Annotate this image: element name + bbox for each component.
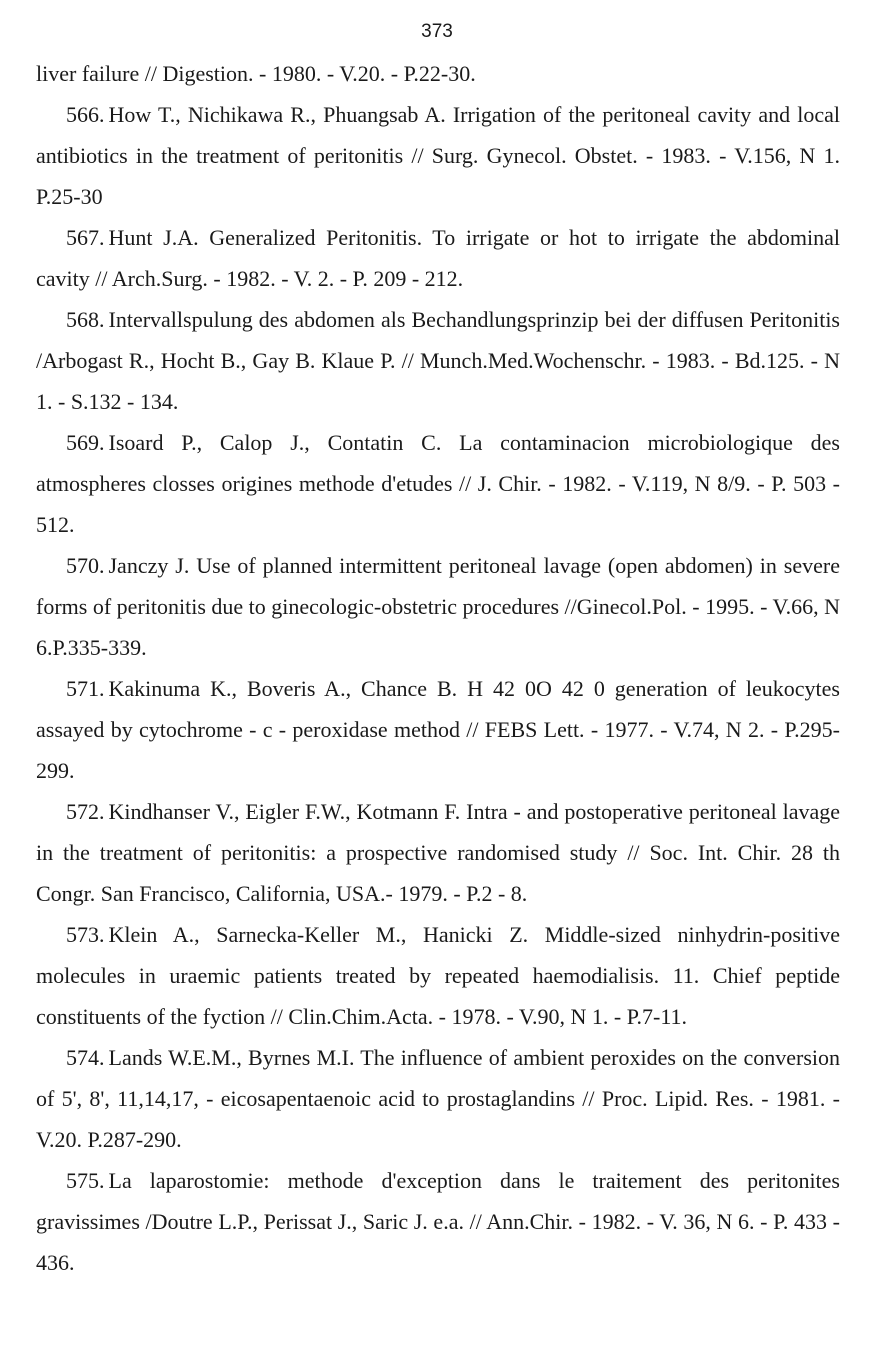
reference-text: Kakinuma K., Boveris A., Chance B. H 42 0O 42 0 generation of leukocytes assayed by cytochrome - c - peroxidase method // FEBS Lett. - 1977. - V.74, N 2. - P.295-299. (36, 676, 840, 783)
reference-text: Hunt J.A. Generalized Peritonitis. To irrigate or hot to irrigate the abdominal cavity // Arch.Surg. - 1982. - V. 2. - P. 209 - 212. (36, 225, 840, 291)
reference-entry (36, 791, 840, 914)
reference-text: Janczy J. Use of planned intermittent peritoneal lavage (open abdomen) in severe forms of peritonitis due to ginecologic-obstetric procedures //Ginecol.Pol. - 1995. - V.66, N 6.P.335-339. (36, 553, 840, 660)
reference-text: How T., Nichikawa R., Phuangsab A. Irrigation of the peritoneal cavity and local antibiotics in the treatment of peritonitis // Surg. Gynecol. Obstet. - 1983. - V.156, N 1. P.25-30 (36, 102, 840, 209)
reference-number: 574. (66, 1045, 105, 1070)
reference-entry (36, 299, 840, 422)
reference-text: Klein A., Sarnecka-Keller M., Hanicki Z. Middle-sized ninhydrin-positive molecules in uraemic patients treated by repeated haemodialisis. 11. Chief peptide constituents of the fyction // Clin.Chim.Acta. - 1978. - V.90, N 1. - P.7-11. (36, 922, 840, 1029)
page-number: 373 (421, 21, 453, 42)
reference-number: 569. (66, 430, 105, 455)
reference-entry (36, 545, 840, 668)
reference-list (36, 53, 840, 1283)
reference-text: Isoard P., Calop J., Contatin C. La contaminacion microbiologique des atmospheres closses origines methode d'etudes // J. Chir. - 1982. - V.119, N 8/9. - P. 503 - 512. (36, 430, 840, 537)
reference-number: 571. (66, 676, 105, 701)
reference-entry (36, 668, 840, 791)
reference-entry (36, 422, 840, 545)
reference-text: Lands W.E.M., Byrnes M.I. The influence of ambient peroxides on the conversion of 5', 8', 11,14,17, - eicosapentaenoic acid to prostaglandins // Proc. Lipid. Res. - 1981. - V.20. P.287-290. (36, 1045, 840, 1152)
reference-text: Intervallspulung des abdomen als Bechandlungsprinzip bei der diffusen Peritonitis /Arbogast R., Hocht B., Gay B. Klaue P. // Munch.Med.Wochenschr. - 1983. - Bd.125. - N 1. - S.132 - 134. (36, 307, 840, 414)
reference-entry (36, 94, 840, 217)
reference-entry (36, 914, 840, 1037)
reference-entry (36, 1037, 840, 1160)
reference-number: 568. (66, 307, 105, 332)
reference-number: 573. (66, 922, 105, 947)
reference-text: La laparostomie: methode d'exception dans le traitement des peritonites gravissimes /Doutre L.P., Perissat J., Saric J. e.a. // Ann.Chir. - 1982. - V. 36, N 6. - P. 433 - 436. (36, 1168, 840, 1275)
reference-entry (36, 1160, 840, 1283)
continued-reference: liver failure // Digestion. - 1980. - V.20. - P.22-30. (36, 61, 476, 86)
reference-number: 567. (66, 225, 105, 250)
reference-number: 570. (66, 553, 105, 578)
reference-entry (36, 217, 840, 299)
reference-number: 575. (66, 1168, 105, 1193)
reference-text: Kindhanser V., Eigler F.W., Kotmann F. Intra - and postoperative peritoneal lavage in the treatment of peritonitis: a prospective randomised study // Soc. Int. Chir. 28 th Congr. San Francisco, California, USA.- 1979. - P.2 - 8. (36, 799, 840, 906)
reference-number: 572. (66, 799, 105, 824)
reference-number: 566. (66, 102, 105, 127)
